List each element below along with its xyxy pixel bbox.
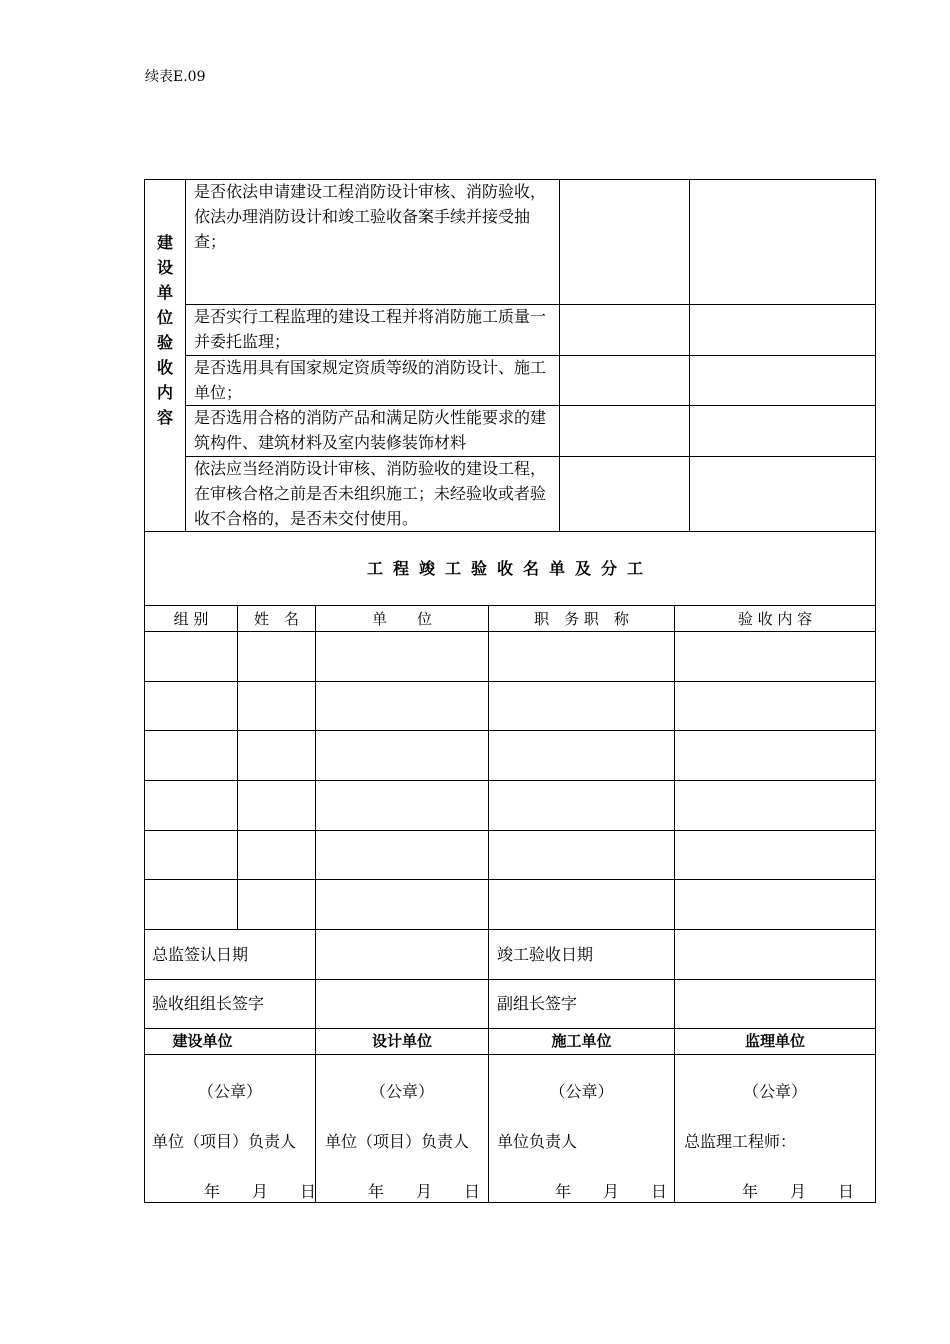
responsible-person-label: 单位（项目）负责人 [325, 1132, 470, 1151]
party-header: 监理单位 [744, 1032, 805, 1050]
party-header: 建设单位 [172, 1032, 233, 1050]
side-label-char: 单 [156, 283, 173, 302]
col-divider [488, 605, 489, 1203]
row-divider [144, 979, 876, 980]
chief-confirm-date-label: 总监签认日期 [152, 945, 249, 964]
row-divider [144, 631, 876, 632]
seal-placeholder: （公章） [742, 1082, 807, 1101]
party-header: 设计单位 [371, 1032, 432, 1050]
date-line: 年 月 日 [742, 1182, 855, 1201]
side-label-char: 内 [156, 383, 173, 402]
date-line: 年 月 日 [204, 1182, 317, 1201]
check-item: 是否选用具有国家规定资质等级的消防设计、施工单位； [194, 358, 547, 402]
col-divider [237, 605, 238, 929]
col-divider [559, 179, 560, 531]
col-header-title: 职 务 职 称 [534, 610, 629, 628]
deputy-sign-label: 副组长签字 [497, 994, 578, 1013]
seal-placeholder: （公章） [549, 1082, 614, 1101]
construction-unit-check-label [145, 230, 185, 430]
col-divider [185, 179, 186, 531]
party-header: 施工单位 [551, 1032, 612, 1050]
side-label-char: 位 [156, 308, 173, 327]
row-divider [144, 780, 876, 781]
row-divider [144, 531, 876, 532]
col-divider [674, 605, 675, 1203]
side-label-char: 建 [156, 233, 173, 252]
row-divider [144, 681, 876, 682]
col-header-unit: 单 位 [371, 610, 432, 628]
col-divider [689, 179, 690, 531]
continued-table-note: 续表E.09 [145, 69, 206, 85]
completion-date-label: 竣工验收日期 [497, 945, 594, 964]
side-label-char: 收 [156, 358, 173, 377]
side-label-char: 容 [156, 408, 173, 427]
check-item: 是否实行工程监理的建设工程并将消防施工质量一并委托监理； [194, 307, 547, 351]
leader-sign-label: 验收组组长签字 [152, 994, 265, 1013]
seal-placeholder: （公章） [197, 1082, 262, 1101]
row-divider [144, 1054, 876, 1055]
date-line: 年 月 日 [555, 1182, 668, 1201]
roster-title: 工程竣工验收名单及分工 [366, 559, 653, 578]
responsible-person-label: 单位（项目）负责人 [152, 1132, 297, 1151]
check-item: 是否依法申请建设工程消防设计审核、消防验收，依法办理消防设计和竣工验收备案手续并接受抽查； [194, 182, 547, 251]
row-divider [144, 730, 876, 731]
row-divider [144, 929, 876, 930]
row-divider [144, 830, 876, 831]
row-divider [144, 879, 876, 880]
check-item: 是否选用合格的消防产品和满足防火性能要求的建筑构件、建筑材料及室内装修装饰材料 [194, 408, 547, 452]
responsible-person-label: 单位负责人 [497, 1132, 578, 1151]
col-header-group: 组 别 [173, 610, 209, 628]
col-header-name: 姓 名 [253, 610, 299, 628]
row-divider [144, 605, 876, 606]
date-line: 年 月 日 [368, 1182, 481, 1201]
responsible-person-label: 总监理工程师： [684, 1132, 797, 1151]
side-label-char: 设 [156, 258, 173, 277]
check-item: 依法应当经消防设计审核、消防验收的建设工程，在审核合格之前是否未组织施工；未经验收或者验收不合格的，是否未交付使用。 [194, 459, 547, 528]
seal-placeholder: （公章） [369, 1082, 434, 1101]
col-header-content: 验 收 内 容 [737, 610, 813, 628]
col-divider [315, 605, 316, 1203]
side-label-char: 验 [156, 333, 173, 352]
